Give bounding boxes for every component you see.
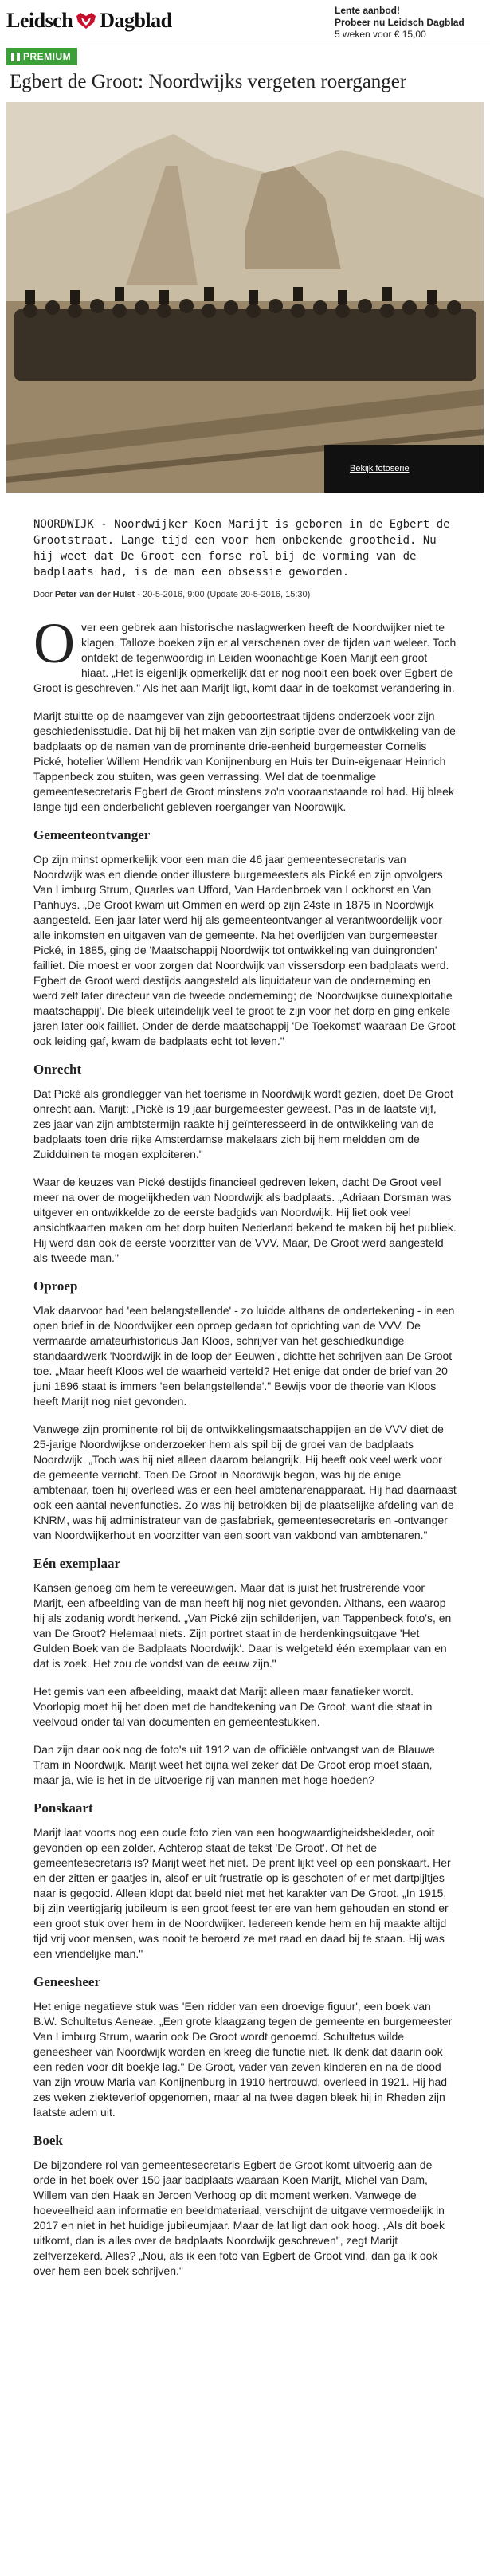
paragraph: Waar de keuzes van Pické destijds financieel gedreven leken, dacht De Groot veel meer na over de mogelijkheden van Noordwijk als badplaats. „Adriaan Dorsman was uitgever en ontwikkelde zo de eerste badgids van Noordwijk. Hij liet ook veel ansichtkaarten maken om het dorp buiten Nederland bekend te maken bij het publiek. Hij werd dan ook de eerste voorzitter van de VVV. Maar, De Groot werd aangesteld als tweede man." [33, 1176, 457, 1264]
promo-title: Lente aanbod! [335, 5, 401, 16]
premium-badge-row [0, 41, 490, 65]
section-heading: Geneesheer [33, 1974, 101, 1989]
site-logo[interactable] [6, 9, 172, 33]
section-heading: Ponskaart [33, 1800, 93, 1816]
article-title: Egbert de Groot: Noordwijks vergeten roerganger [10, 71, 407, 92]
logo-text-right: Dagblad [100, 8, 172, 32]
gift-icon [11, 53, 20, 61]
section-heading: Gemeenteontvanger [33, 827, 151, 842]
premium-badge-label: PREMIUM [23, 51, 72, 62]
byline-author[interactable]: Peter van der Hulst [54, 590, 135, 599]
paragraph: Het gemis van een afbeelding, maakt dat Marijt alleen maar fanatieker wordt. Voorlopig moet hij het doen met de handtekening van De Groot, want die staat in veelvoud onder tal van documenten en gemeentestukken. [33, 1685, 433, 1728]
paragraph: Marijt stuitte op de naamgever van zijn geboortestraat tijdens onderzoek voor zijn geschiedenisstudie. Dat hij bij het maken van zijn scriptie over de ontwikkeling van de badplaats op de namen van de prominente drie-eenheid burgemeester Cornelis Pické, hotelier Willem Hendrik van Konijnenburg en Huis ter Duin-eigenaar Heinrich Tappenbeck zou stuiten, was geen verrassing. Wel dat de toenmalige gemeentesecretaris Egbert de Groot minstens zo'n vooraanstaande rol had. Hij bleek lange tijd een onderbelicht gebleven roerganger van Noordwijk. [33, 709, 456, 813]
paragraph: Marijt laat voorts nog een oude foto zien van een hoogwaardigheidsbekleder, ooit gevonden op een zolder. Achterop staat de tekst 'De Groot'. Of het de gemeentesecretaris is? Marijt weet het niet. De prent lijkt veel op een ponskaart. Her en der zitten er gaatjes in, alsof er uit frustratie op is geschoten of er met dartpijltjes naar is gegooid. Alleen klopt dat beeld niet met het karakter van De Groot. „In 1915, bij zijn veertigjarig jubileum is een groot feest ter ere van hem gehouden en stond er een groot stuk over hem in de Noordwijker. Iedereen kende hem en hij maakte altijd tijd vrij voor mensen, was nooit te beroerd ze met raad en daad bij te staan. Hij was een vriendelijke man." [33, 1826, 451, 1960]
paragraph: Vlak daarvoor had 'een belangstellende' - zo luidde althans de ondertekening - in een open brief in de Noordwijker een oproep gedaan tot oprichting van de VVV. De vermaarde amateurhistoricus Jan Kloos, schrijver van het geschiedkundige standaardwerk 'Noordwijk in de loop der Eeuwen', dichtte het schrijven aan De Groot toe. „Maar heeft Kloos wel de waarheid verteld? Het enige dat onder de brief van 20 juni 1896 staat is immers 'een belangstellende'." Bewijs voor de theorie van Kloos heeft Marijt nog niet gevonden. [33, 1304, 455, 1408]
paragraph: Op zijn minst opmerkelijk voor een man die 46 jaar gemeentesecretaris van Noordwijk was en diende onder illustere burgemeesters als Pické en zijn opvolgers Van Limburg Strum, Quarles van Ufford, Van Hardenbroek van Lockhorst en Van Panhuys. „De Groot kwam uit Ommen en werd op zijn 24ste in 1875 in Noordwijk aangesteld. Een jaar later werd hij als gemeenteontvanger al verantwoordelijk voor alle inkomsten en uitgaven van de gemeente. Na het overlijden van burgemeester Pické, in 1885, ging de 'Maatschappij Noordwijk tot ontwikkeling van duingronden' failliet. Die moest er voor zorgen dat Noordwijk van vissersdorp een badplaats werd. Egbert de Groot werd destijds aangesteld als liquidateur van de onderneming en werd zelf later directeur van de tweede onderneming; de 'Noordwijkse duinexploitatie maatschappij'. Die bleek uiteindelijk veel te groot te zijn voor het dorp en ging enkele jaren later ook failliet. Onder de derde maatschappij 'De Toekomst' waaraan De Groot ook leiding gaf, kwam de badplaats echt tot leven." [33, 853, 456, 1047]
section-heading: Onrecht [33, 1062, 82, 1077]
premium-badge [6, 48, 77, 65]
promo-link[interactable]: Probeer nu Leidsch Dagblad [335, 17, 465, 28]
section-heading: Boek [33, 2133, 63, 2148]
paragraph: Dat Pické als grondlegger van het toerisme in Noordwijk wordt gezien, doet De Groot onrecht aan. Marijt: „Pické is 19 jaar burgemeester geweest. Pas in de laatste vijf, zes jaar van zijn ambtstermijn raakte hij geïnteresseerd in de ontwikkeling van de badplaats toen drie rijke Amsterdamse makelaars zich bij hem meldden om de Zuidduinen te mogen exploiteren." [33, 1087, 453, 1160]
paragraph: De bijzondere rol van gemeentesecretaris Egbert de Groot komt uitvoerig aan de orde in het boek over 150 jaar badplaats waaraan Koen Marijt, Michel van Dam, Willem van den Haak en Jeroen Verhoog op dit moment werken. Vanwege de hoeveelheid aan informatie en beeldmateriaal, verschijnt de uitgave vermoedelijk in 2017 en niet in het huidige jubileumjaar. Maar de lat ligt dan ook hoog. „Als dit boek uitkomt, dan is alles over de badplaats Noordwijk geschreven", zegt Marijt zelfverzekerd. Alles? „Nou, als ik een foto van Egbert de Groot vind, dan ga ik ook over hem een boek schrijven." [33, 2158, 445, 2277]
article-lead: NOORDWIJK - Noordwijker Koen Marijt is geboren in de Egbert de Grootstraat. Lange tijd een voor hem onbekende grootheid. Nu hij weet dat De Groot een forse rol bij de vorming van de badplaats had, is de man een obsessie geworden. [33, 518, 450, 579]
promo-box[interactable] [335, 5, 465, 41]
photo-gallery-bar [324, 445, 484, 493]
byline-date: - 20-5-2016, 9:00 (Update 20-5-2016, 15:30) [137, 590, 311, 599]
paragraph: Vanwege zijn prominente rol bij de ontwikkelingsmaatschappijen en de VVV diet de 25-jarige Noordwijkse onderzoeker hem als spil bij de groei van de badplaats Noordwijk. „Toch was hij niet alleen daarom belangrijk. Hij heeft ook veel werk voor de gemeente verricht. Toen De Groot in Noordwijk begon, was hij de enige ambtenaar, toen hij overleed was er een heel ambtenarenapparaat. Hij had daarnaast ook een aantal nevenfuncties. Zo was hij betrokken bij de plaatselijke afdeling van de KNRM, was hij administrateur van de gasfabriek, gemeentesecretaris en -ontvanger van Noordwijkerhout en voorzitter van een soort van vakbond van ambtenaren." [33, 1423, 457, 1541]
paragraph: Het enige negatieve stuk was 'Een ridder van een droevige figuur', een boek van B.W. Schultetus Aeneae. „Een grote klaagzang tegen de gemeente en burgemeester Van Limburg Strum, waarin ook De Groot wordt genoemd. Schultetus wilde geneesheer van Noordwijk worden en kreeg die functie niet. Ik denk dat daarin ook een reden voor dit boekje lag." De Groot, vader van zeven kinderen en na de dood van zijn vrouw Maria van Konijnenburg in 1910 hertrouwd, overleed in 1921. Hij had zes weken ziekteverlof opgenomen, maar al na twee dagen bleek hij in Rheden zijn laatste adem uit. [33, 2000, 453, 2119]
section-heading: Eén exemplaar [33, 1556, 121, 1571]
promo-price: 5 weken voor € 15,00 [335, 29, 426, 40]
dropcap: O [33, 611, 75, 675]
paragraph: Dan zijn daar ook nog de foto's uit 1912 van de officiële ontvangst van de Blauwe Tram in Noordwijk. Marijt weet het bijna wel zeker dat De Groot erop moet staan, maar ja, wie is het in de uitvoerige rij van mannen met hoge hoeden? [33, 1743, 435, 1786]
paragraph [33, 611, 457, 696]
photo-illustration [6, 102, 484, 493]
logo-text-left: Leidsch [6, 8, 73, 32]
paragraph: Kansen genoeg om hem te vereeuwigen. Maar dat is juist het frustrerende voor Marijt, een afbeelding van de man heeft hij nog niet gevonden. Althans, een waarop hij als zodanig wordt herkend. „Van Pické zijn schilderijen, van Tappenbeck foto's, en van De Groot? Helemaal niets. Zijn portret staat in de herdenkingsuitgave 'Het Gulden Boek van de Badplaats Noordwijk'. Daar is welgeteld één exemplaar van en dat is zoek. Het zou de vondst van de eeuw zijn." [33, 1581, 452, 1670]
site-header [0, 0, 490, 41]
paragraph-text: ver een gebrek aan historische naslagwerken heeft de Noordwijker niet te klagen. Talloze boeken zijn er al verschenen over de tijden van weleer. Toch ontdekt de tegenwoordig in Leiden woonachtige Koen Marijt een groot hiaat. „Het is eigenlijk opmerkelijk dat er nog nooit een boek over Egbert de Groot is geschreven." Als het aan Marijt ligt, komt daar in de toekomst verandering in. [33, 621, 457, 694]
crest-icon [75, 11, 97, 30]
section-heading: Oproep [33, 1278, 78, 1294]
article-photo[interactable] [6, 102, 484, 493]
byline-prefix: Door [33, 590, 53, 599]
photo-gallery-link[interactable]: Bekijk fotoserie [350, 464, 410, 473]
article-body [0, 611, 490, 2279]
